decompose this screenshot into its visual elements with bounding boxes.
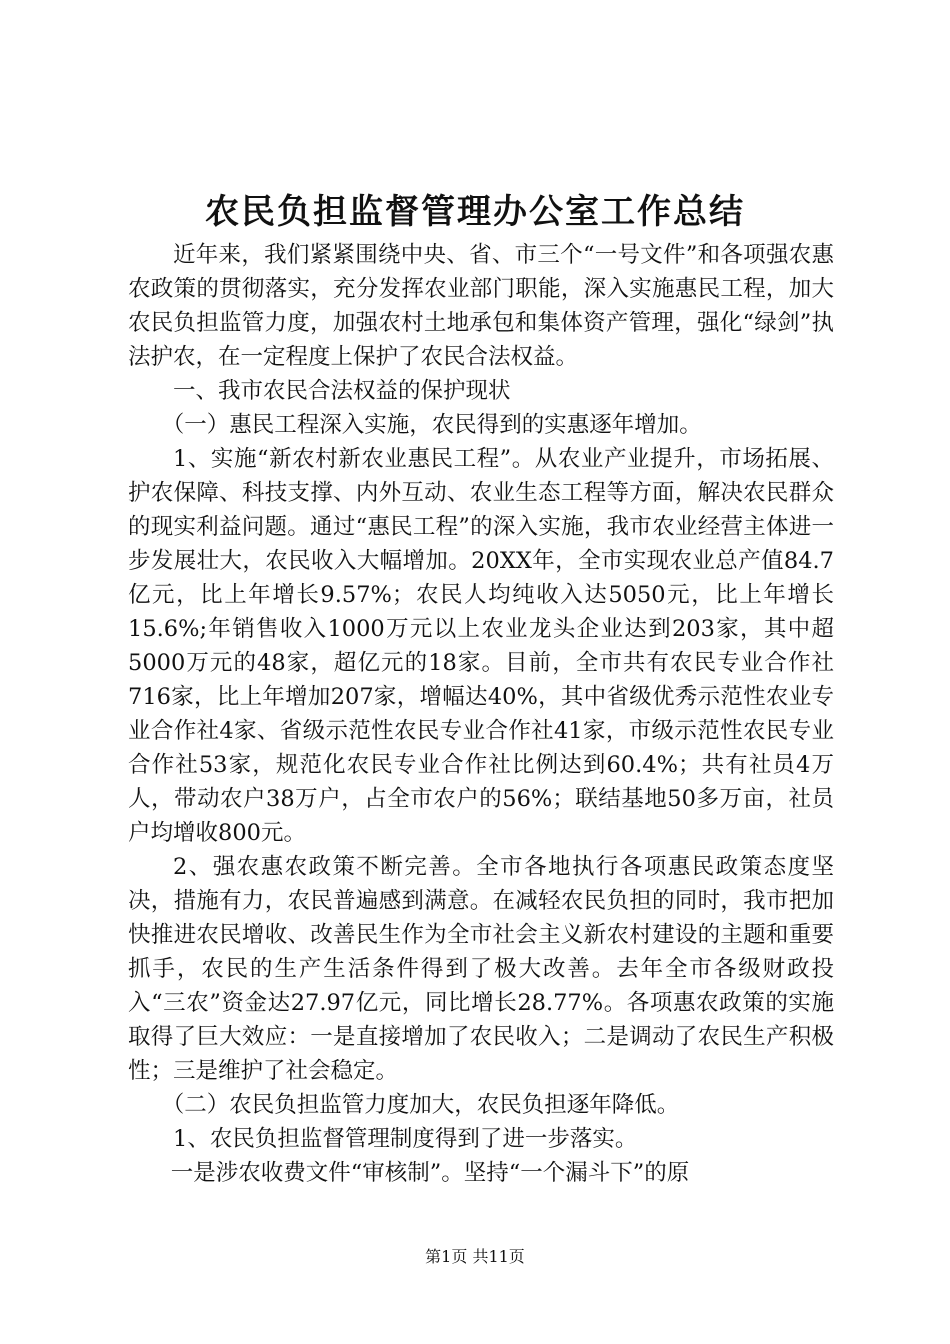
document-title: 农民负担监督管理办公室工作总结 [205, 192, 745, 232]
paragraph-intro: 近年来，我们紧紧围绕中央、省、市三个“一号文件”和各项强农惠农政策的贯彻落实，充分发挥农业部门职能，深入实施惠民工程，加大农民负担监管力度，加强农村土地承包和集体资产管理，强化“绿剑”执法护农，在一定程度上保护了农民合法权益。 [128, 242, 834, 370]
page-number-footer: 第1页 共11页 [425, 1247, 525, 1266]
subsection-heading-2: （二）农民负担监管力度加大，农民负担逐年降低。 [161, 1092, 680, 1118]
paragraph-item-3: 1、农民负担监督管理制度得到了进一步落实。 [173, 1126, 638, 1152]
paragraph-item-4: 一是涉农收费文件“审核制”。坚持“一个漏斗下”的原 [170, 1160, 690, 1186]
document-body [128, 238, 834, 1190]
paragraph-item-1: 1、实施“新农村新农业惠民工程”。从农业产业提升，市场拓展、护农保障、科技支撑、内外互动、农业生态工程等方面，解决农民群众的现实利益问题。通过“惠民工程”的深入实施，我市农业经营主体进一步发展壮大，农民收入大幅增加。20XX年，全市实现农业总产值84.7亿元，比上年增长9.57%；农民人均纯收入达5050元，比上年增长15.6%;年销售收入1000万元以上农业龙头企业达到203家，其中超5000万元的48家，超亿元的18家。目前，全市共有农民专业合作社716家，比上年增加207家，增幅达40%，其中省级优秀示范性农业专业合作社4家、省级示范性农民专业合作社41家，市级示范性农民专业合作社53家，规范化农民专业合作社比例达到60.4%；共有社员4万人，带动农户38万户，占全市农户的56%；联结基地50多万亩，社员户均增收800元。 [128, 446, 834, 846]
paragraph-item-2: 2、强农惠农政策不断完善。全市各地执行各项惠民政策态度坚决，措施有力，农民普遍感到满意。在减轻农民负担的同时，我市把加快推进农民增收、改善民生作为全市社会主义新农村建设的主题和重要抓手，农民的生产生活条件得到了极大改善。去年全市各级财政投入“三农”资金达27.97亿元，同比增长28.77%。各项惠农政策的实施取得了巨大效应：一是直接增加了农民收入；二是调动了农民生产积极性；三是维护了社会稳定。 [128, 854, 834, 1084]
section-heading-1: 一、我市农民合法权益的保护现状 [173, 378, 511, 404]
subsection-heading-1: （一）惠民工程深入实施，农民得到的实惠逐年增加。 [161, 412, 702, 438]
